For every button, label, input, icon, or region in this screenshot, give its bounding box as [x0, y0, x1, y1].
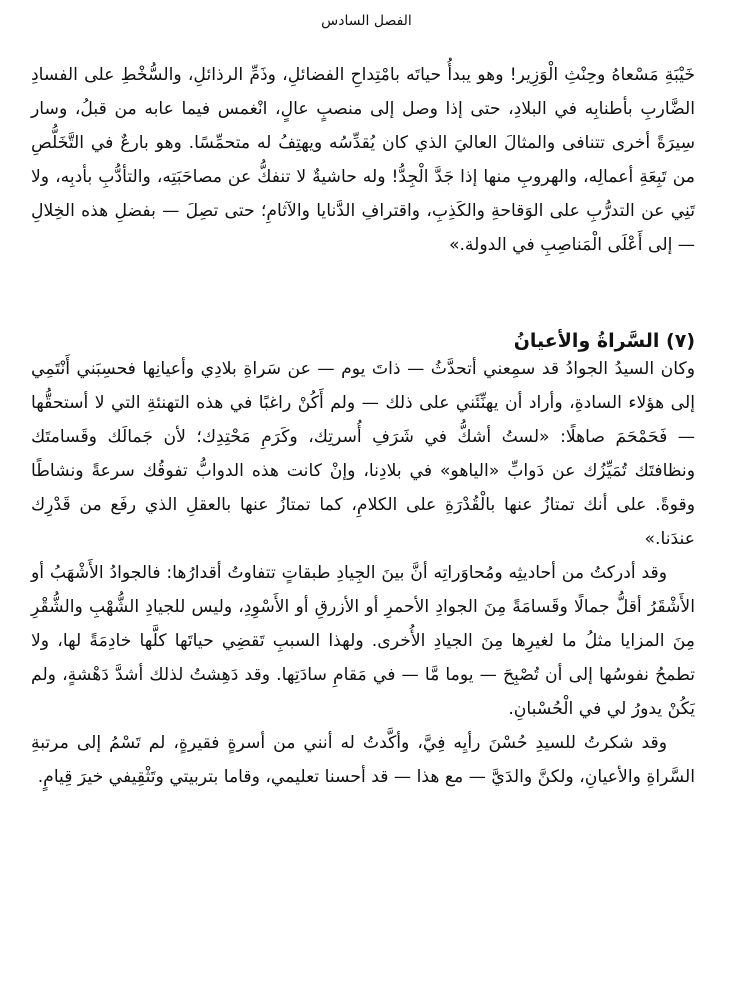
paragraph-1: وكان السيدُ الجوادُ قد سمِعني أتحدَّثُ — ذاتَ يوم — عن سَراةِ بلادِي وأعيانِها فحسِبَني أَنْتَمِي إلى هؤلاء السادةِ، وأراد أن يهنِّئَني على ذلك — ولم أَكُنْ راغبًا في هذه التهنئةِ التي لا أستحقُّها — فَحَمْحَمَ صاهلًا: «لستُ أشكُّ في شَرَفِ أُسرتِك، وكَرَمِ مَحْتِدِك؛ لأن جَمالَك وقَسامتَك ونظافتَك تُمَيِّزُك عن دَوابِّ «الياهو» في بلادِنا، وإنْ كانت هذه الدوابُّ تفوقُك سرعةً ونشاطًا وقوةً. على أنك تمتازُ عنها بالْقُدْرَةِ على الكلامِ، كما تمتازُ عنها بالعقلِ الذي رفَع من قَدْرِك عندَنا.»	[31, 359, 695, 549]
section-heading: (٧) السَّراةُ والأعيانُ	[513, 329, 695, 352]
continued-text-block	[31, 58, 695, 262]
paragraph-3: وقد شكرتُ للسيدِ حُسْنَ رأيِه فِيَّ، وأكَّدتُ له أنني من أسرةٍ فقيرةٍ، لم تَسْمُ إلى مرتبةِ السَّراةِ والأعيانِ، ولكنَّ والدَيَّ — مع هذا — قد أحسنا تعليمي، وقاما بتربيتي وتَثْقِيفي خيرَ قِيامٍ.	[31, 733, 695, 787]
paragraph-continued: خَيْبَةِ مَسْعاهُ وحِنْثِ الْوَزِير! وهو يبدأُ حياتَه بامْتِداحِ الفضائلِ، وذَمِّ الرذائلِ، والسُّخْطِ على الفسادِ الضَّاربِ بأطنابِه في البلادِ، حتى إذا وصل إلى منصبٍ عالٍ، انْغمس فيما عابه من قبلُ، وسار سِيرَةً أخرى تتنافى والمثالَ العاليَ الذي كان يُقدِّسُه ويهتِفُ له متحمِّسًا. وهو بارعٌ في التَّخَلُّصِ من تَبِعَةِ أعمالِه، والهروبِ منها إذا جَدَّ الْجِدُّ! وله حاشيةٌ لا تنفكُّ عن مصاحَبَتِه، والتأدُّبِ بأدبِه، ولا تَنِي عن التدرُّبِ على الوَقاحةِ والكَذِبِ، واقترافِ الدَّنايا والآثامِ؛ حتى تصِلَ — بفضلِ هذه الخِلالِ — إلى أَعْلَى الْمَناصِبِ في الدولة.»	[31, 65, 695, 255]
chapter-running-header: الفصل السادس	[321, 13, 412, 29]
section-text-block	[31, 352, 695, 794]
paragraph-2: وقد أدركتُ من أحاديثِه ومُحاوَراتِه أنَّ بينَ الجِيادِ طبقاتٍ تتفاوتُ أقدارُها: فالجوادُ الأَشْهَبُ أو الأَشْقَرُ أقلُّ جمالًا وقَسامَةً مِنَ الجوادِ الأحمرِ أو الأزرقِ أو الأَسْوِدِ، وليس للجيادِ الشُّهْبِ والشُّقْرِ مِنَ المزايا مثلُ ما لغيرِها مِنَ الجيادِ الأُخرى. ولهذا السببِ تَقضِي حياتَها كلَّها خادِمَةً لها، ولا تطمحُ نفوسُها إلى أن تُصْبِحَ — يوما مَّا — في مَقامِ سادَتِها. وقد دَهِشتُ لذلك أشدَّ دَهْشةٍ، ولم يَكُنْ يدورُ لي في الْحُسْبانِ.	[31, 563, 695, 719]
